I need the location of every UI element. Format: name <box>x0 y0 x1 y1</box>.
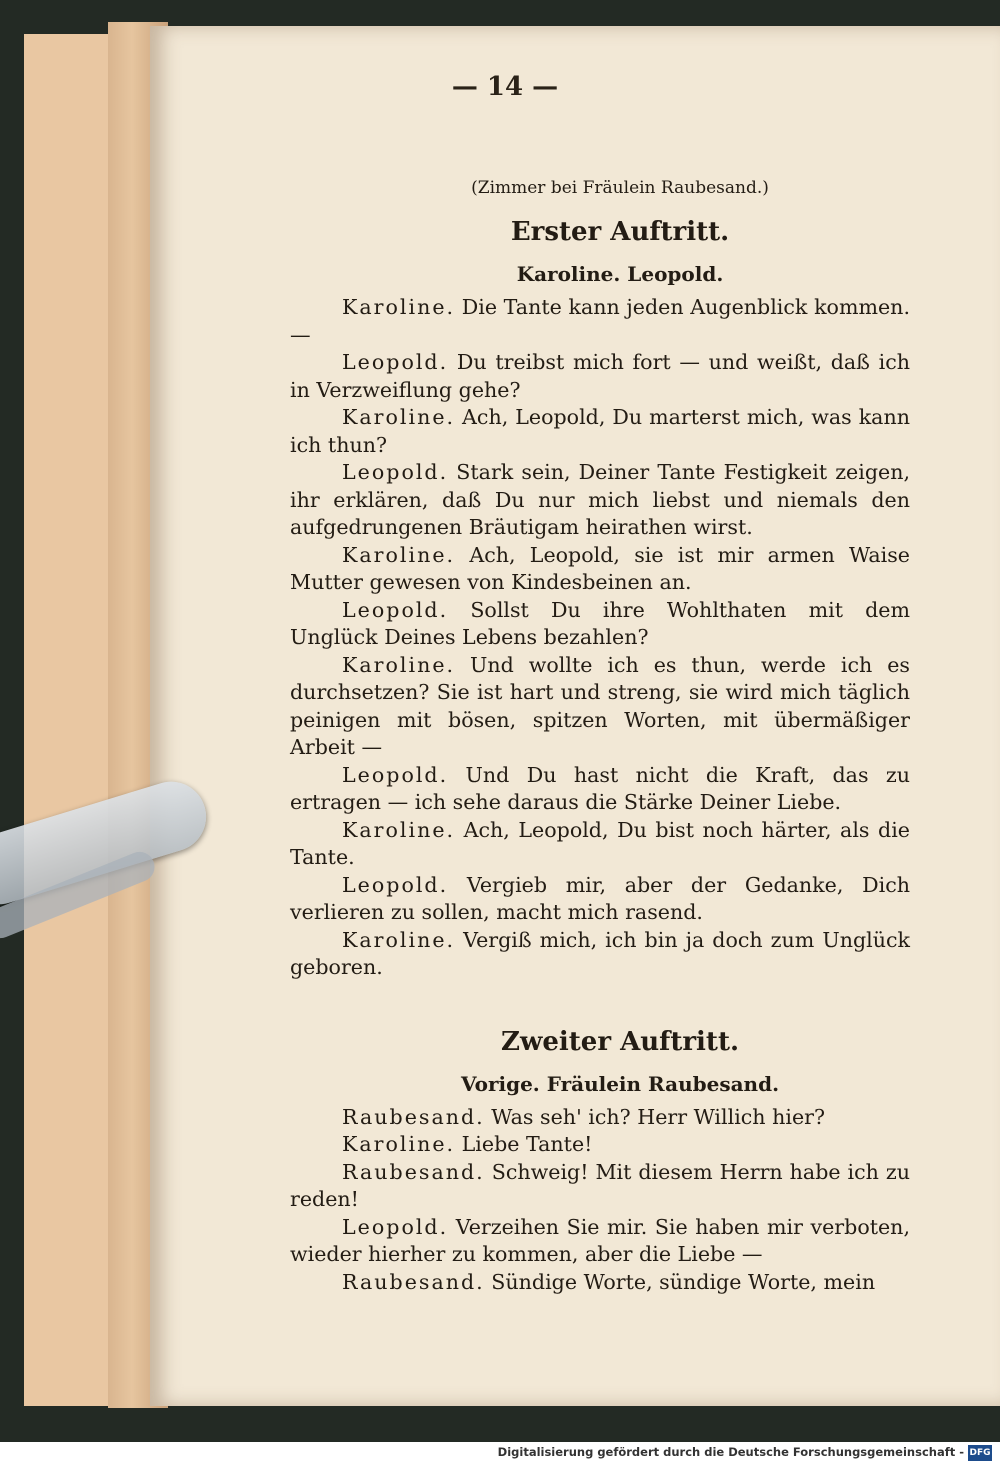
dialogue-line <box>290 817 910 872</box>
dialogue-text: Und wollte ich es thun, werde ich es durchsetzen? Sie ist hart und streng, sie wird mich täglich peinigen mit bösen, spitzen Worten, mit übermäßiger Arbeit — <box>290 652 910 759</box>
speaker-name: Leopold. <box>342 460 449 484</box>
scene-title-2: Zweiter Auftritt. <box>501 1026 739 1057</box>
speaker-name: Leopold. <box>342 762 449 787</box>
funding-credit: Digitalisierung gefördert durch die Deutsche Forschungsgemeinschaft - <box>497 1445 964 1459</box>
dialogue-text: Die Tante kann jeden Augenblick kommen. — <box>290 295 910 347</box>
speaker-name: Leopold. <box>342 350 449 374</box>
speaker-name: Leopold. <box>342 1214 449 1239</box>
dialogue-text: Ach, Leopold, sie ist mir armen Waise Mutter gewesen von Kindesbeinen an. <box>290 542 910 594</box>
dialogue-line <box>290 404 910 459</box>
page-text <box>290 170 910 1296</box>
speaker-name: Karoline. <box>342 1132 456 1156</box>
dialogue-text: Ach, Leopold, Du marterst mich, was kann ich thun? <box>290 405 910 457</box>
digitization-footer <box>0 1442 1000 1466</box>
scene-title-1: Erster Auftritt. <box>510 217 730 247</box>
dialogue-text: Was seh' ich? Herr Willich hier? <box>491 1104 826 1129</box>
dialogue-text: Vergieb mir, aber der Gedanke, Dich verlieren zu sollen, macht mich rasend. <box>290 872 910 924</box>
speaker-name: Karoline. <box>342 405 456 429</box>
speaker-name: Raubesand. <box>342 1104 485 1129</box>
dialogue-line <box>290 927 910 982</box>
dialogue-text: Liebe Tante! <box>461 1132 593 1156</box>
dialogue-text: Du treibst mich fort — und weißt, daß ich in Verzweiflung gehe? <box>290 350 911 402</box>
speaker-name: Karoline. <box>342 817 456 842</box>
dialogue-line <box>290 762 910 817</box>
dialogue-line <box>290 1214 910 1269</box>
dialogue-line <box>290 597 910 652</box>
dialogue-text: Verzeihen Sie mir. Sie haben mir verboten, wieder hierher zu kommen, aber die Liebe — <box>290 1214 910 1266</box>
speaker-name: Karoline. <box>342 542 456 567</box>
dialogue-block-1 <box>290 294 910 982</box>
dialogue-text: Sollst Du ihre Wohlthaten mit dem Unglück Deines Lebens bezahlen? <box>290 597 910 649</box>
dialogue-line <box>290 652 910 762</box>
speaker-name: Raubesand. <box>342 1269 485 1294</box>
speaker-name: Leopold. <box>342 597 449 622</box>
dialogue-text: Ach, Leopold, Du bist noch härter, als die Tante. <box>290 817 910 869</box>
dialogue-text: Stark sein, Deiner Tante Festigkeit zeigen, ihr erklären, daß Du nur mich liebst und niemals den aufgedrungenen Bräutigam heirathen wirst. <box>290 460 911 539</box>
dialogue-line <box>290 349 910 404</box>
page-number: — 14 — <box>451 72 559 102</box>
speaker-name: Karoline. <box>342 652 456 677</box>
dialogue-line <box>290 872 910 927</box>
dialogue-text: Und Du hast nicht die Kraft, das zu ertragen — ich sehe daraus die Stärke Deiner Liebe. <box>290 762 911 814</box>
scene-characters-1: Karoline. Leopold. <box>516 262 724 286</box>
dialogue-line <box>290 459 910 542</box>
dialogue-line <box>290 1104 910 1132</box>
speaker-name: Karoline. <box>342 927 456 952</box>
dialogue-line <box>290 1159 910 1214</box>
dfg-logo: DFG <box>968 1445 992 1461</box>
dialogue-text: Sündige Worte, sündige Worte, mein <box>491 1269 876 1294</box>
dialogue-line <box>290 1131 910 1159</box>
speaker-name: Raubesand. <box>342 1159 485 1184</box>
scene-gap <box>290 982 910 1016</box>
dialogue-line <box>290 1269 910 1297</box>
scene-characters-2: Vorige. Fräulein Raubesand. <box>460 1071 780 1096</box>
speaker-name: Karoline. <box>342 295 456 319</box>
dialogue-line <box>290 542 910 597</box>
speaker-name: Leopold. <box>342 872 449 897</box>
dialogue-line <box>290 294 910 349</box>
dialogue-text: Vergiß mich, ich bin ja doch zum Unglück geboren. <box>290 927 910 979</box>
stage-direction: (Zimmer bei Fräulein Raubesand.) <box>471 178 769 198</box>
dialogue-block-2 <box>290 1104 910 1297</box>
dialogue-text: Schweig! Mit diesem Herrn habe ich zu reden! <box>290 1159 910 1211</box>
